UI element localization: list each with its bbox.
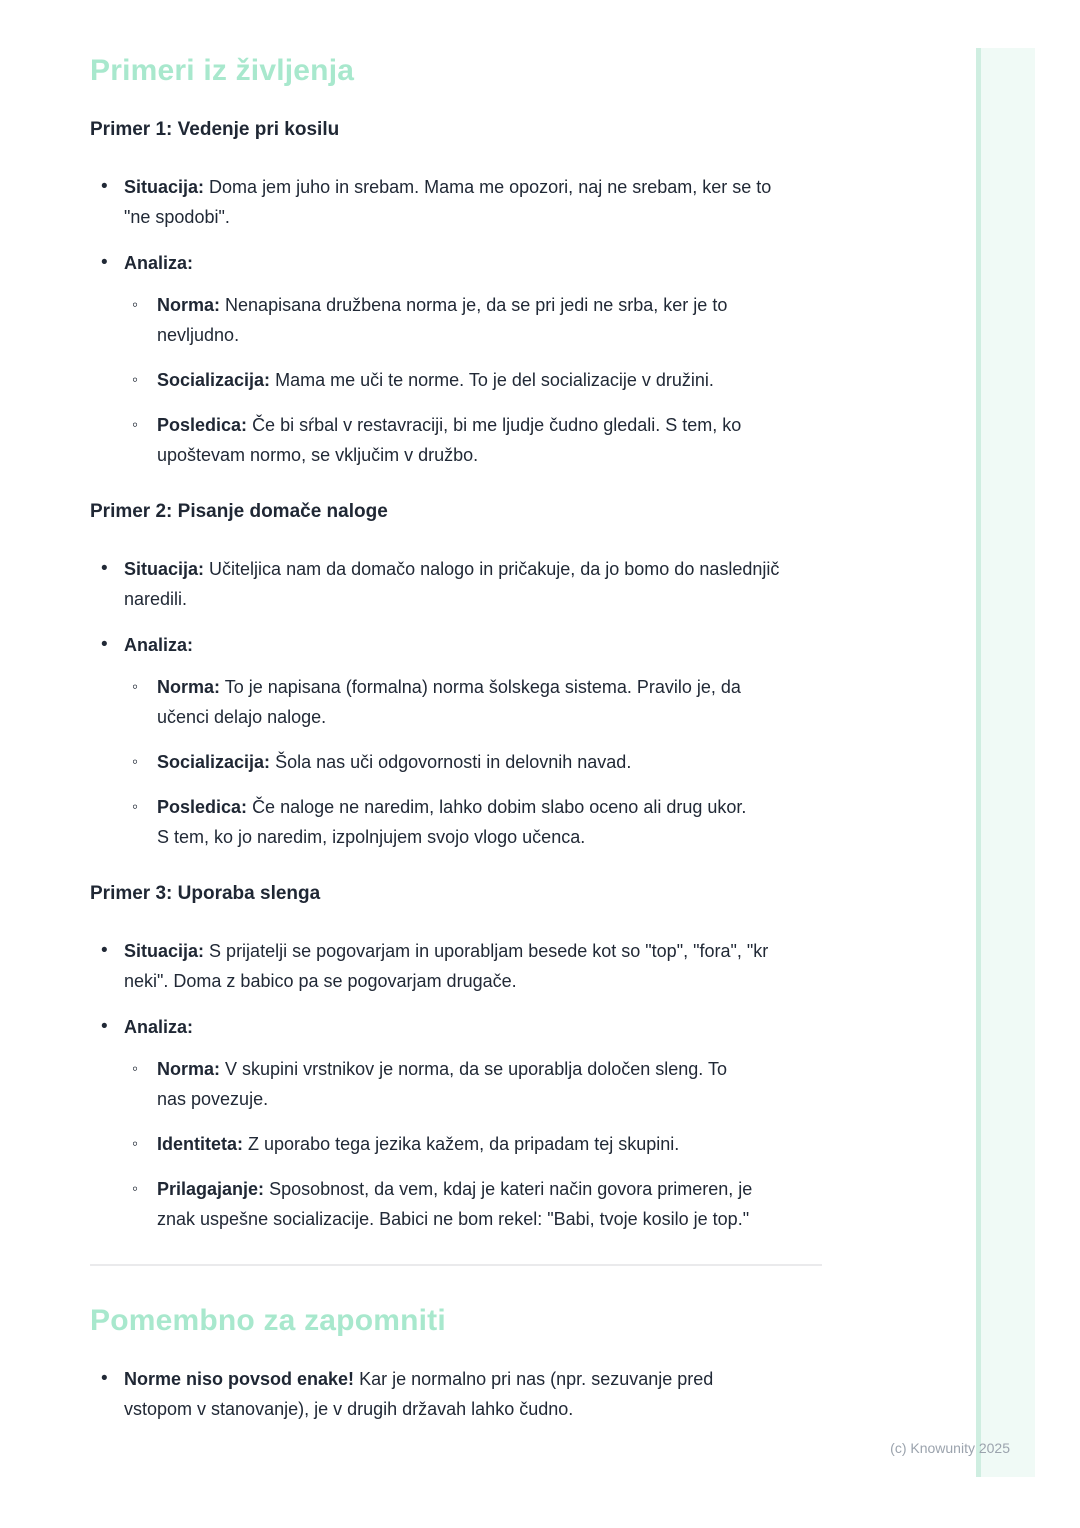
sub-item-norma — [124, 290, 782, 350]
list-item-analiza — [90, 248, 832, 470]
bullet-list — [90, 554, 832, 852]
bullet-list — [90, 1364, 832, 1424]
sub-item-socializacija — [124, 365, 782, 395]
item-text: Šola nas uči odgovornosti in delovnih navad. — [275, 752, 632, 772]
sub-item-prilagajanje — [124, 1174, 782, 1234]
item-label: Analiza: — [124, 1017, 194, 1037]
page-title-primeri: Primeri iz življenja — [90, 54, 355, 87]
item-label: Socializacija: — [157, 752, 271, 772]
page-title-pomembno: Pomembno za zapomniti — [90, 1304, 446, 1337]
item-label: Prilagajanje: — [157, 1179, 265, 1199]
item-label: Norma: — [157, 1059, 221, 1079]
section-title-primer-3: Primer 3: Uporaba slenga — [90, 883, 321, 904]
sub-item-norma — [124, 1054, 782, 1114]
item-text: Mama me uči te norme. To je del socializacije v družini. — [275, 370, 714, 390]
sub-item-norma — [124, 672, 782, 732]
document-content — [90, 54, 832, 1440]
list-item-situacija — [90, 554, 832, 614]
list-item-situacija — [90, 936, 832, 996]
bullet-list — [90, 172, 832, 470]
list-item-analiza — [90, 630, 832, 852]
sub-item-posledica — [124, 410, 782, 470]
item-label: Norma: — [157, 677, 221, 697]
item-label: Analiza: — [124, 253, 194, 273]
list-item-analiza — [90, 1012, 832, 1234]
item-text: Doma jem juho in srebam. Mama me opozori, naj ne srebam, ker se to "ne spodobi". — [124, 177, 772, 227]
list-item-important — [90, 1364, 832, 1424]
item-label: Norma: — [157, 295, 221, 315]
sub-item-posledica — [124, 792, 782, 852]
item-text: S prijatelji se pogovarjam in uporabljam besede kot so "top", "fora", "kr neki". Doma z babico pa se pogovarjam drugače. — [124, 941, 769, 991]
item-text: Kar je normalno pri nas (npr. sezuvanje pred vstopom v stanovanje), je v drugih državah lahko čudno. — [124, 1369, 714, 1419]
list-item-situacija — [90, 172, 832, 232]
bullet-list — [90, 936, 832, 1234]
item-text: To je napisana (formalna) norma šolskega sistema. Pravilo je, da učenci delajo naloge. — [157, 677, 741, 727]
item-text: V skupini vrstnikov je norma, da se uporablja določen sleng. To nas povezuje. — [157, 1059, 727, 1109]
item-label: Posledica: — [157, 415, 248, 435]
item-text: Učiteljica nam da domačo nalogo in pričakuje, da jo bomo do naslednjič naredili. — [124, 559, 780, 609]
accent-bar — [976, 48, 1035, 1477]
sub-list — [124, 290, 782, 470]
item-label: Situacija: — [124, 177, 205, 197]
item-text: Če bi sŕbal v restavraciji, bi me ljudje čudno gledali. S tem, ko upoštevam normo, se vključim v družbo. — [157, 415, 742, 465]
sub-list — [124, 672, 782, 852]
item-text: Nenapisana družbena norma je, da se pri jedi ne srba, ker je to nevljudno. — [157, 295, 728, 345]
item-label: Situacija: — [124, 941, 205, 961]
item-text: Če naloge ne naredim, lahko dobim slabo oceno ali drug ukor. S tem, ko jo naredim, izpolnjujem svojo vlogo učenca. — [157, 797, 747, 847]
item-label: Posledica: — [157, 797, 248, 817]
item-label: Socializacija: — [157, 370, 271, 390]
section-title-primer-1: Primer 1: Vedenje pri kosilu — [90, 119, 340, 140]
section-title-primer-2: Primer 2: Pisanje domače naloge — [90, 501, 388, 522]
copyright-text: (c) Knowunity 2025 — [890, 1440, 1010, 1456]
item-label: Situacija: — [124, 559, 205, 579]
item-label: Identiteta: — [157, 1134, 244, 1154]
item-text: Sposobnost, da vem, kdaj je kateri način govora primeren, je znak uspešne socializacije. Babici ne bom rekel: "Babi, tvoje kosilo je top." — [157, 1179, 753, 1229]
item-label: Norme niso povsod enake! — [124, 1369, 355, 1389]
sub-item-identiteta — [124, 1129, 782, 1159]
sub-item-socializacija — [124, 747, 782, 777]
item-text: Z uporabo tega jezika kažem, da pripadam tej skupini. — [248, 1134, 680, 1154]
item-label: Analiza: — [124, 635, 194, 655]
section-divider — [90, 1264, 822, 1266]
sub-list — [124, 1054, 782, 1234]
